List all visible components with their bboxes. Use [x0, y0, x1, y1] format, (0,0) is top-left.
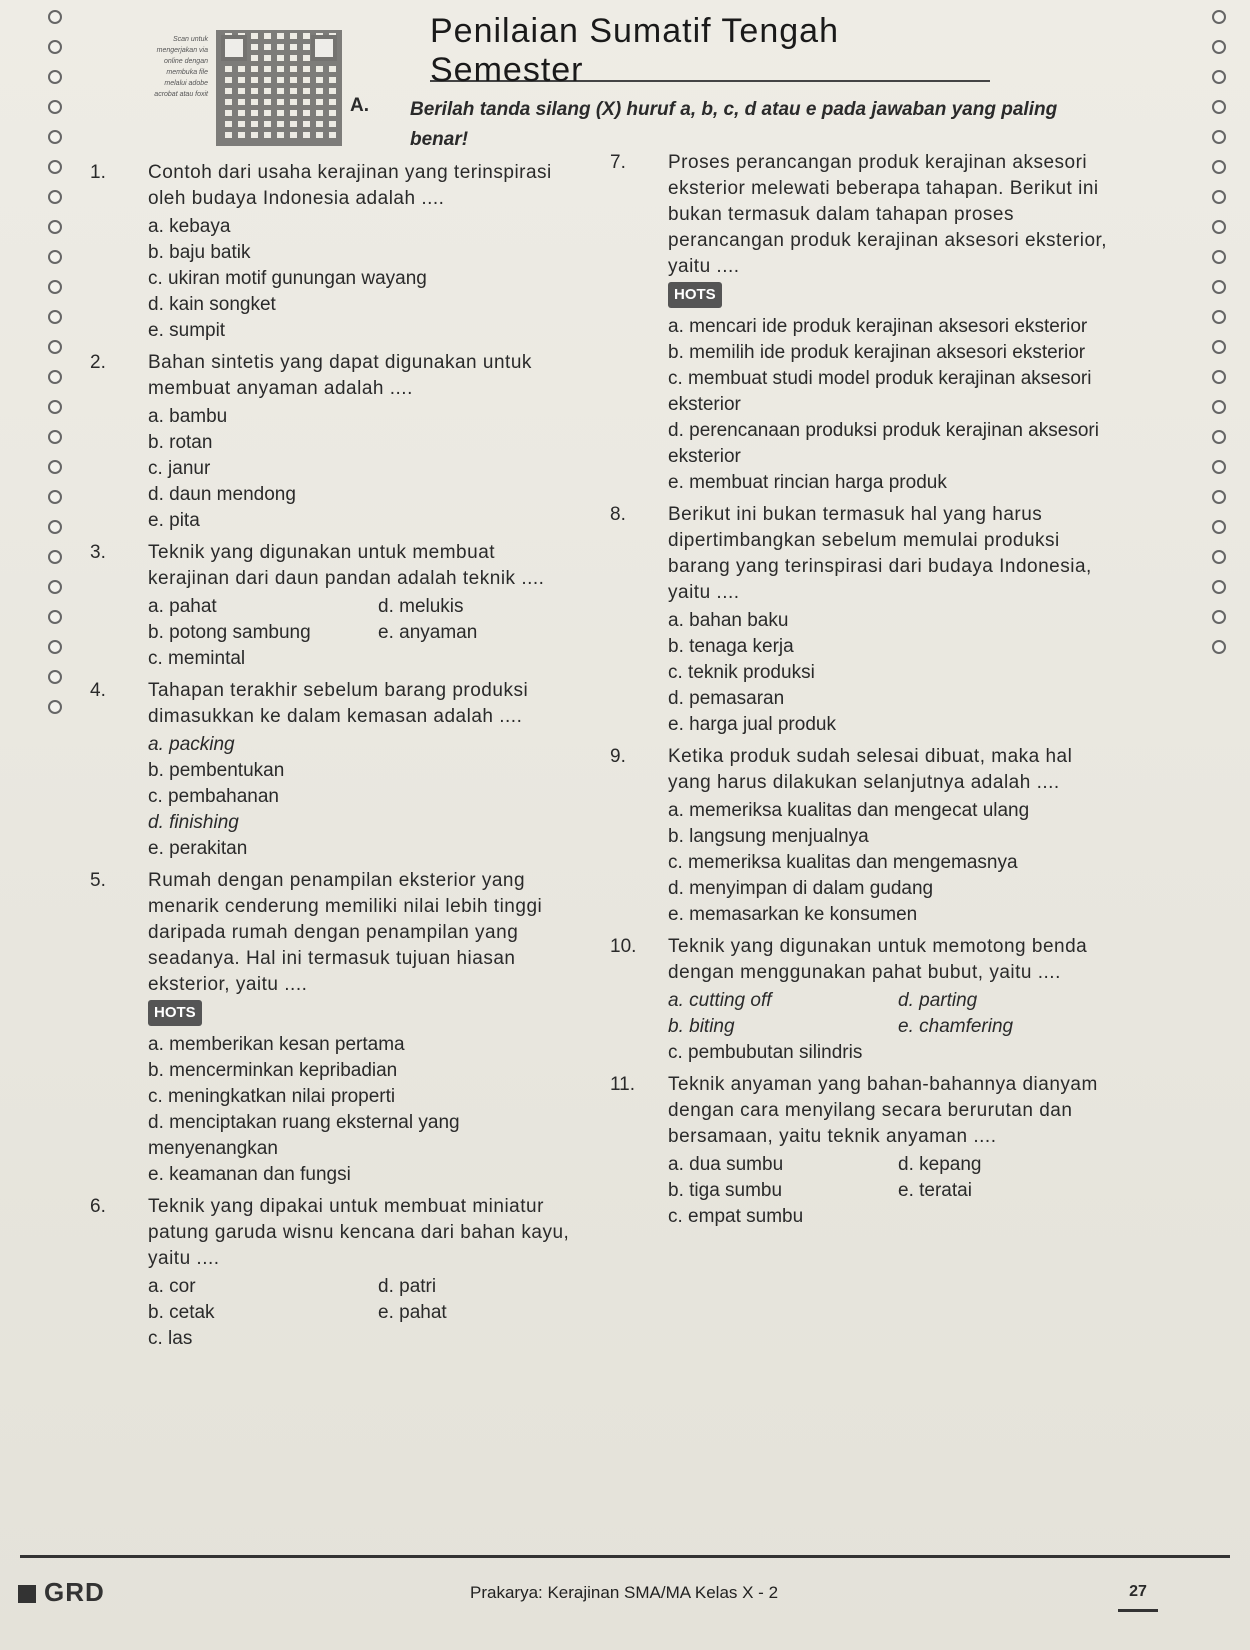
- question-11: 11. Teknik anyaman yang bahan-bahannya dianyam dengan cara menyilang secara berurutan dan bersamaan, yaitu teknik anyaman .... a. dua sumbu d. kepang b. tiga sumbu e. teratai c. empat sumbu: [600, 1072, 1120, 1230]
- hots-badge: HOTS: [668, 282, 722, 308]
- option[interactable]: b. memilih ide produk kerajinan aksesori eksterior: [668, 342, 1086, 363]
- option[interactable]: a. cor: [148, 1276, 196, 1297]
- instruction-text: Berilah tanda silang (X) huruf a, b, c, d atau e pada jawaban yang paling benar!: [410, 99, 1058, 150]
- binding-holes-left: [48, 0, 78, 760]
- option[interactable]: d. menyimpan di dalam gudang: [668, 878, 934, 899]
- option[interactable]: a. memberikan kesan pertama: [148, 1034, 405, 1055]
- option[interactable]: d. patri: [378, 1276, 437, 1297]
- option[interactable]: c. teknik produksi: [668, 662, 815, 683]
- question-3: 3. Teknik yang digunakan untuk membuat kerajinan dari daun pandan adalah teknik .... a. pahat d. melukis b. potong sambung e. anyaman c. memintal: [80, 540, 580, 672]
- option[interactable]: e. pita: [148, 510, 200, 531]
- option[interactable]: c. ukiran motif gunungan wayang: [148, 268, 427, 289]
- option[interactable]: a. memeriksa kualitas dan mengecat ulang: [668, 800, 1030, 821]
- option[interactable]: b. cetak: [148, 1302, 215, 1323]
- option[interactable]: a. packing: [148, 734, 235, 755]
- option[interactable]: [378, 1326, 598, 1352]
- option[interactable]: d. menciptakan ruang eksternal yang menyenangkan: [148, 1112, 460, 1159]
- footer: [0, 1555, 1250, 1625]
- option[interactable]: c. janur: [148, 458, 211, 479]
- section-letter: A.: [350, 95, 369, 116]
- brand-mark-icon: [18, 1585, 36, 1603]
- question-2: 2. Bahan sintetis yang dapat digunakan untuk membuat anyaman adalah .... a. bambu b. rotan c. janur d. daun mendong e. pita: [80, 350, 580, 534]
- binding-holes-right: [1212, 0, 1242, 710]
- option[interactable]: b. potong sambung: [148, 622, 311, 643]
- option[interactable]: b. pembentukan: [148, 760, 285, 781]
- qr-instructions: Scan untuk mengerjakan via online dengan membuka file melalui adobe acrobat atau foxit: [154, 36, 208, 98]
- option[interactable]: c. las: [148, 1328, 193, 1349]
- option[interactable]: a. pahat: [148, 596, 217, 617]
- option[interactable]: d. parting: [898, 990, 978, 1011]
- option[interactable]: e. anyaman: [378, 622, 478, 643]
- option[interactable]: e. membuat rincian harga produk: [668, 472, 947, 493]
- publisher-brand: GRD: [18, 1577, 105, 1608]
- option[interactable]: e. teratai: [898, 1180, 972, 1201]
- option[interactable]: b. biting: [668, 1016, 735, 1037]
- option[interactable]: b. tenaga kerja: [668, 636, 794, 657]
- question-7: 7. Proses perancangan produk kerajinan aksesori eksterior melewati beberapa tahapan. Berikut ini bukan termasuk dalam tahapan proses perancangan produk kerajinan aksesori eksterior, yaitu .... HOTS a. mencari ide produk kerajinan aksesori eksterior b. memilih ide produk kerajinan aksesori eksterior c. membuat studi model produk kerajinan aksesori eksterior d. perencanaan produksi produk kerajinan aksesori eksterior e. membuat rincian harga produk: [600, 150, 1120, 496]
- option[interactable]: d. kain songket: [148, 294, 276, 315]
- option[interactable]: e. pahat: [378, 1302, 447, 1323]
- option[interactable]: e. harga jual produk: [668, 714, 836, 735]
- option[interactable]: a. mencari ide produk kerajinan aksesori eksterior: [668, 316, 1088, 337]
- option[interactable]: a. bambu: [148, 406, 228, 427]
- option[interactable]: c. membuat studi model produk kerajinan aksesori eksterior: [668, 368, 1092, 415]
- question-5: 5. Rumah dengan penampilan eksterior yang menarik cenderung memiliki nilai lebih tinggi daripada rumah dengan penampilan yang seadanya. Hal ini termasuk tujuan hiasan eksterior, yaitu .... HOTS a. memberikan kesan pertama b. mencerminkan kepribadian c. meningkatkan nilai properti d. menciptakan ruang eksternal yang menyenangkan e. keamanan dan fungsi: [80, 868, 580, 1188]
- option[interactable]: b. rotan: [148, 432, 213, 453]
- option[interactable]: b. tiga sumbu: [668, 1180, 783, 1201]
- option[interactable]: e. perakitan: [148, 838, 248, 859]
- option[interactable]: d. perencanaan produksi produk kerajinan aksesori eksterior: [668, 420, 1099, 467]
- option[interactable]: e. keamanan dan fungsi: [148, 1164, 351, 1185]
- page-title: Penilaian Sumatif Tengah Semester: [430, 22, 990, 82]
- question-1: 1. Contoh dari usaha kerajinan yang terinspirasi oleh budaya Indonesia adalah .... a. kebaya b. baju batik c. ukiran motif gunungan wayang d. kain songket e. sumpit: [80, 160, 580, 344]
- hots-badge: HOTS: [148, 1000, 202, 1026]
- option[interactable]: e. sumpit: [148, 320, 226, 341]
- option[interactable]: c. pembubutan silindris: [668, 1042, 863, 1063]
- option[interactable]: a. dua sumbu: [668, 1154, 784, 1175]
- option[interactable]: a. bahan baku: [668, 610, 789, 631]
- option[interactable]: d. daun mendong: [148, 484, 296, 505]
- option[interactable]: d. pemasaran: [668, 688, 785, 709]
- question-6: 6. Teknik yang dipakai untuk membuat miniatur patung garuda wisnu kencana dari bahan kayu, yaitu .... a. cor d. patri b. cetak e. pahat c. las: [80, 1194, 580, 1352]
- footer-book-title: Prakarya: Kerajinan SMA/MA Kelas X - 2: [470, 1583, 779, 1602]
- option[interactable]: c. pembahanan: [148, 786, 279, 807]
- option[interactable]: a. kebaya: [148, 216, 231, 237]
- option[interactable]: b. mencerminkan kepribadian: [148, 1060, 398, 1081]
- option[interactable]: e. chamfering: [898, 1016, 1014, 1037]
- option[interactable]: [378, 646, 598, 672]
- qr-code-icon[interactable]: [216, 30, 342, 146]
- question-8: 8. Berikut ini bukan termasuk hal yang harus dipertimbangkan sebelum memulai produksi barang yang terinspirasi dari budaya Indonesia, yaitu .... a. bahan baku b. tenaga kerja c. teknik produksi d. pemasaran e. harga jual produk: [600, 502, 1120, 738]
- page-number: 27: [1118, 1575, 1158, 1612]
- option[interactable]: c. empat sumbu: [668, 1206, 804, 1227]
- right-column: [600, 150, 1120, 1236]
- option[interactable]: b. langsung menjualnya: [668, 826, 869, 847]
- option[interactable]: c. memeriksa kualitas dan mengemasnya: [668, 852, 1018, 873]
- option[interactable]: d. melukis: [378, 596, 464, 617]
- option[interactable]: c. memintal: [148, 648, 246, 669]
- option[interactable]: c. meningkatkan nilai properti: [148, 1086, 396, 1107]
- question-4: 4. Tahapan terakhir sebelum barang produksi dimasukkan ke dalam kemasan adalah .... a. packing b. pembentukan c. pembahanan d. finishing e. perakitan: [80, 678, 580, 862]
- option[interactable]: d. kepang: [898, 1154, 982, 1175]
- question-9: 9. Ketika produk sudah selesai dibuat, maka hal yang harus dilakukan selanjutnya adalah .... a. memeriksa kualitas dan mengecat ulang b. langsung menjualnya c. memeriksa kualitas dan mengemasnya d. menyimpan di dalam gudang e. memasarkan ke konsumen: [600, 744, 1120, 928]
- question-10: 10. Teknik yang digunakan untuk memotong benda dengan menggunakan pahat bubut, yaitu .... a. cutting off d. parting b. biting e. chamfering c. pembubutan silindris: [600, 934, 1120, 1066]
- option[interactable]: e. memasarkan ke konsumen: [668, 904, 918, 925]
- option[interactable]: [898, 1040, 1118, 1066]
- option[interactable]: b. baju batik: [148, 242, 251, 263]
- option[interactable]: a. cutting off: [668, 990, 772, 1011]
- footer-divider: [20, 1555, 1230, 1558]
- option[interactable]: d. finishing: [148, 812, 239, 833]
- qr-block: [88, 24, 338, 144]
- option[interactable]: [898, 1204, 1118, 1230]
- left-column: [80, 160, 580, 1358]
